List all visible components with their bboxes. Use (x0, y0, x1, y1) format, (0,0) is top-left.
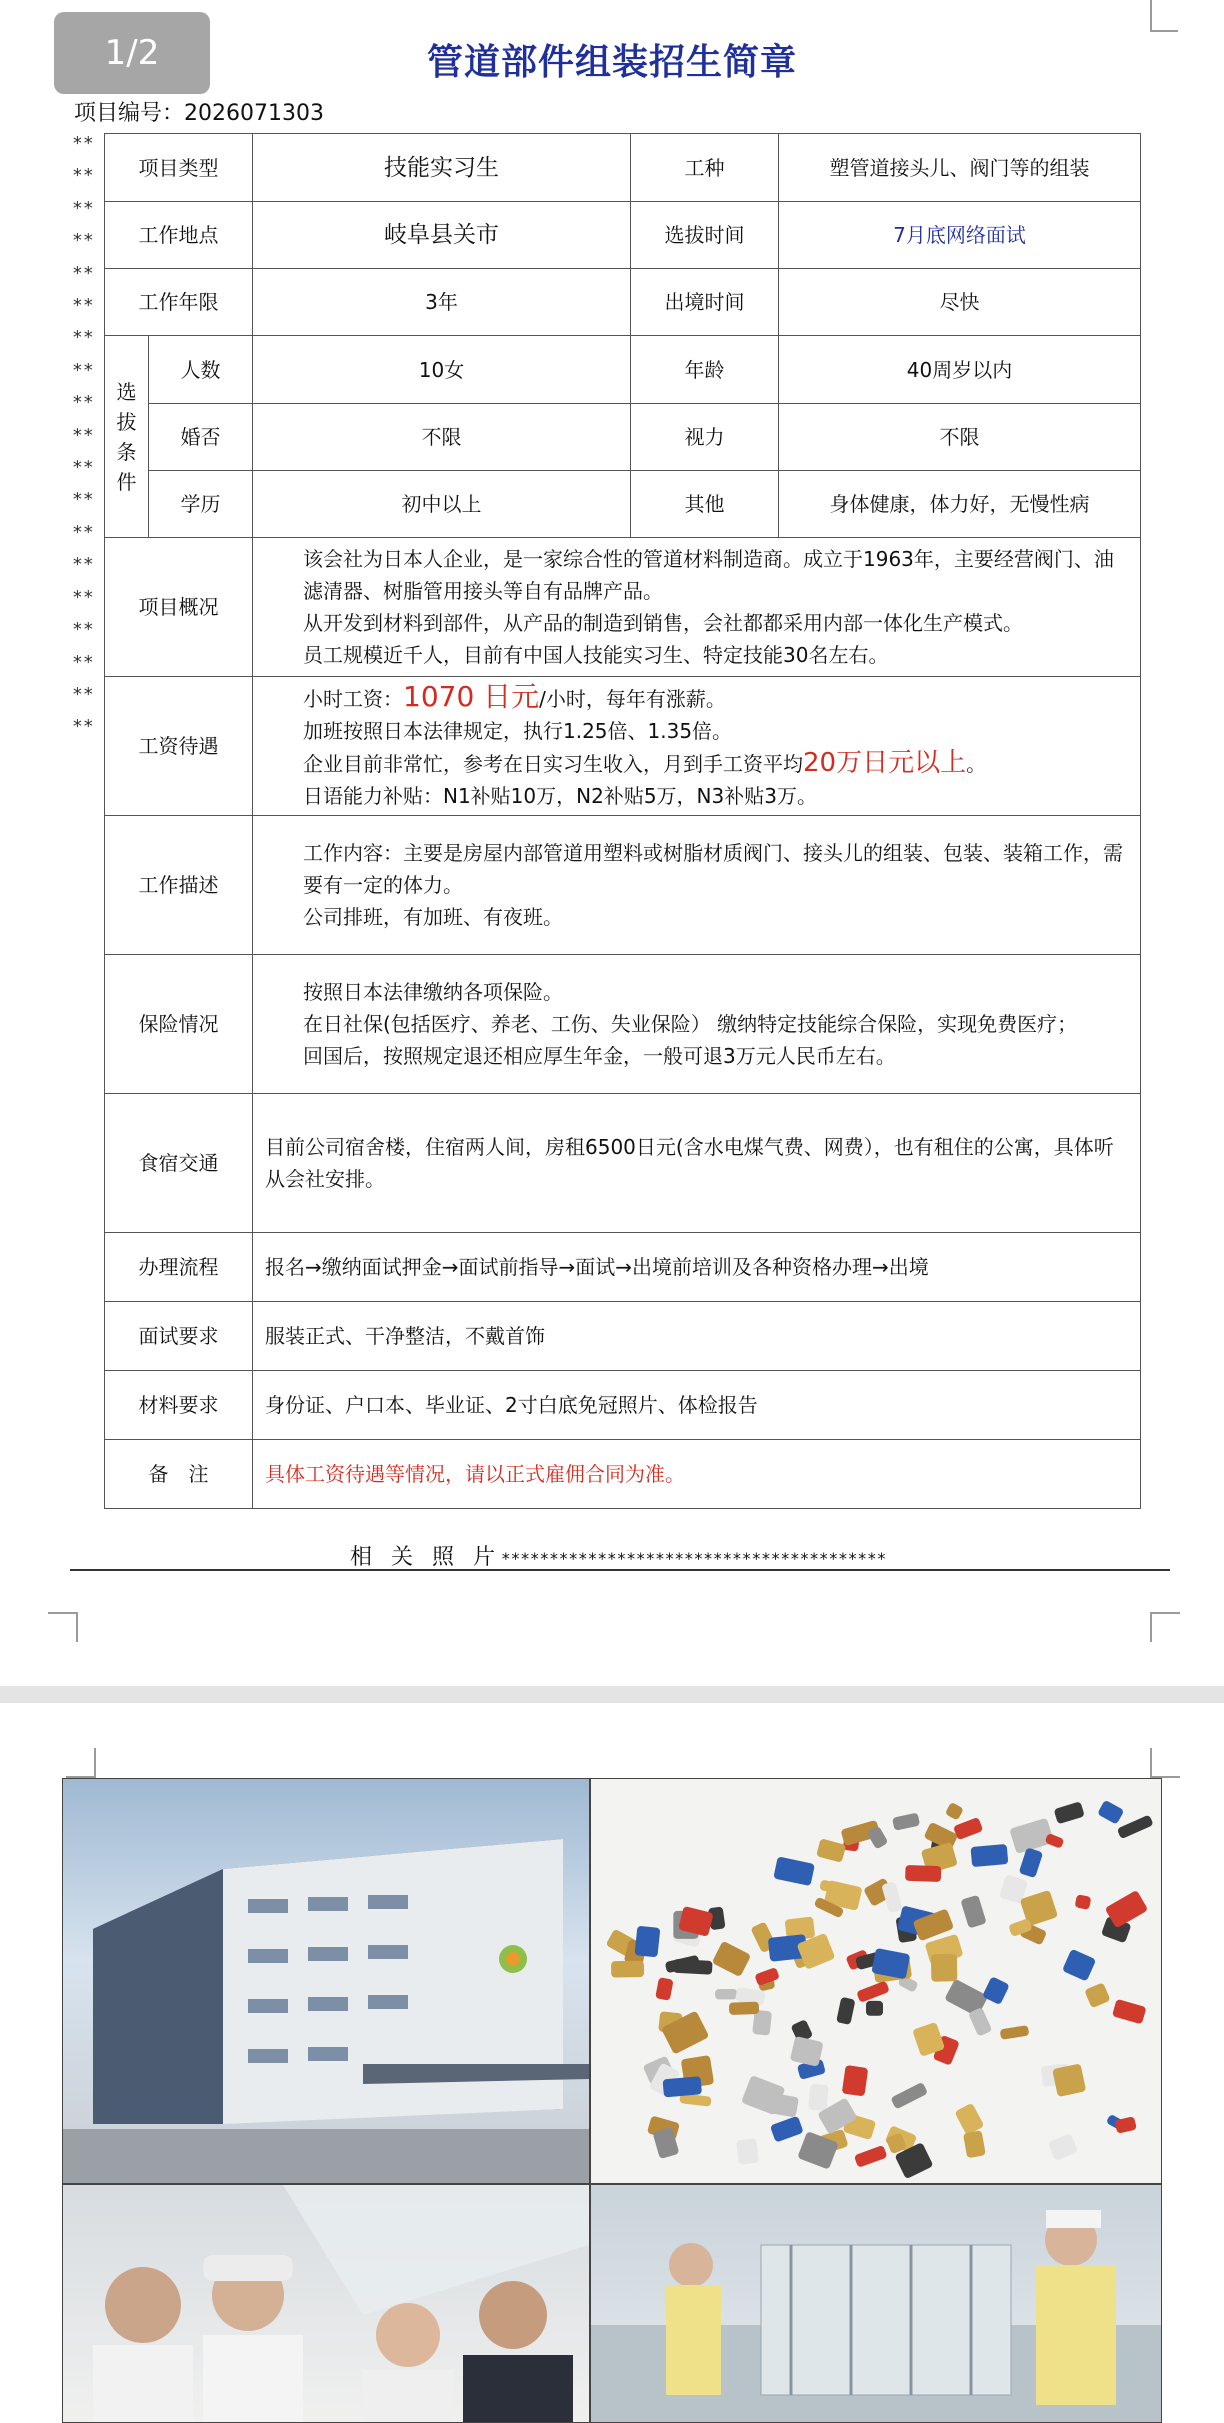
row-label: 备 注 (105, 1440, 253, 1509)
overview-line: 员工规模近千人，目前有中国人技能实习生、特定技能30名左右。 (303, 643, 889, 667)
table-row (105, 404, 1141, 471)
insurance-line: 按照日本法律缴纳各项保险。 (303, 980, 563, 1004)
fitting-shape (866, 2001, 883, 2016)
row-label: 面试要求 (105, 1302, 253, 1371)
fitting-shape (982, 1976, 1010, 2005)
star-marker: ** (72, 230, 94, 252)
salary-line (303, 747, 1128, 780)
table-row (105, 269, 1141, 336)
related-photos-label: 相 关 照 片 (350, 1545, 501, 1570)
fitting-shape (945, 1802, 964, 1821)
page-indicator: 1/2 (54, 12, 210, 94)
row-value: 身份证、户口本、毕业证、2寸白底免冠照片、体检报告 (253, 1371, 1141, 1440)
salary-line (303, 681, 1128, 715)
row-value: 40周岁以内 (779, 336, 1141, 404)
row-value: 塑管道接头儿、阀门等的组装 (779, 134, 1141, 202)
star-marker: ** (72, 262, 94, 284)
job-desc-text (253, 816, 1141, 955)
corner-mark (1150, 0, 1178, 32)
fitting-shape (808, 2084, 829, 2111)
fitting-shape (1000, 2025, 1030, 2040)
fitting-shape (1052, 2063, 1086, 2097)
fitting-shape (773, 1856, 815, 1886)
row-value: 服装正式、干净整洁，不戴首饰 (253, 1302, 1141, 1371)
row-label: 视力 (631, 404, 779, 471)
selection-char: 拔 (116, 409, 137, 434)
row-value: 3年 (253, 269, 631, 336)
star-column (72, 128, 100, 744)
fitting-shape (856, 1980, 890, 2002)
related-photos-stars: **************************************** (500, 1549, 887, 1568)
row-value: 不限 (253, 404, 631, 471)
row-label: 其他 (631, 471, 779, 538)
info-table (104, 133, 1141, 1509)
project-number: 项目编号：2026071303 (74, 101, 324, 126)
fitting-shape (842, 2065, 869, 2096)
fitting-shape (854, 2145, 888, 2168)
remarks-value: 具体工资待遇等情况，请以正式雇佣合同为准。 (253, 1440, 1141, 1509)
salary-text-part: 。 (966, 751, 987, 776)
star-marker: ** (72, 457, 94, 479)
row-label: 食宿交通 (105, 1094, 253, 1233)
fitting-shape (890, 2082, 928, 2110)
row-value: 10女 (253, 336, 631, 404)
page-title: 管道部件组装招生简章 (426, 42, 797, 83)
fitting-shape (816, 1838, 846, 1863)
star-marker: ** (72, 651, 94, 673)
table-row (105, 1302, 1141, 1371)
star-marker: ** (72, 359, 94, 381)
table-row (105, 134, 1141, 202)
fitting-shape (1117, 1814, 1154, 1839)
star-marker: ** (72, 619, 94, 641)
star-marker: ** (72, 165, 94, 187)
row-value: 不限 (779, 404, 1141, 471)
star-marker: ** (72, 521, 94, 543)
row-label: 工作地点 (105, 202, 253, 269)
row-value: 技能实习生 (253, 134, 631, 202)
row-value: 尽快 (779, 269, 1141, 336)
fitting-shape (715, 1989, 737, 1999)
salary-line: 加班按照日本法律规定，执行1.25倍、1.35倍。 (303, 718, 733, 743)
row-label: 办理流程 (105, 1233, 253, 1302)
row-label: 工种 (631, 134, 779, 202)
table-row (105, 471, 1141, 538)
row-label: 材料要求 (105, 1371, 253, 1440)
page-separator (0, 1686, 1224, 1703)
salary-text (253, 677, 1141, 816)
selection-group-label (105, 336, 149, 538)
row-label: 保险情况 (105, 955, 253, 1094)
row-label: 工作描述 (105, 816, 253, 955)
row-value: 身体健康，体力好，无慢性病 (779, 471, 1141, 538)
related-photos-heading (350, 1540, 886, 1571)
corner-mark (1150, 1612, 1180, 1642)
fitting-shape (963, 2130, 986, 2158)
star-marker: ** (72, 489, 94, 511)
corner-mark (48, 1612, 78, 1642)
star-marker: ** (72, 683, 94, 705)
table-row (105, 1371, 1141, 1440)
production-line-photo (590, 2184, 1162, 2423)
table-row (105, 1094, 1141, 1233)
row-label: 出境时间 (631, 269, 779, 336)
row-label: 项目类型 (105, 134, 253, 202)
salary-line: 日语能力补贴：N1补贴10万，N2补贴5万，N3补贴3万。 (303, 783, 817, 808)
row-value: 初中以上 (253, 471, 631, 538)
fitting-shape (634, 1926, 660, 1958)
table-row (105, 1233, 1141, 1302)
star-marker: ** (72, 392, 94, 414)
selection-char: 选 (116, 379, 137, 404)
table-row (105, 677, 1141, 816)
star-marker: ** (72, 197, 94, 219)
corner-mark (66, 1748, 96, 1778)
hourly-wage-highlight: 1070 日元 (403, 679, 540, 713)
job-desc-line: 工作内容：主要是房屋内部管道用塑料或树脂材质阀门、接头儿的组装、包装、装箱工作，需要有一定的体力。 (303, 841, 1123, 897)
star-marker: ** (72, 327, 94, 349)
fitting-shape (1075, 1894, 1092, 1910)
factory-building-image (63, 1779, 589, 2183)
fitting-shape (790, 2036, 824, 2067)
fitting-shape (905, 1865, 941, 1882)
corner-mark (1150, 1748, 1180, 1778)
salary-text-part: 小时工资： (303, 686, 403, 711)
insurance-line: 回国后，按照规定退还相应厚生年金，一般可退3万元人民币左右。 (303, 1044, 896, 1068)
fitting-shape (1048, 2133, 1078, 2161)
row-label: 人数 (149, 336, 253, 404)
row-value: 目前公司宿舍楼，住宿两人间，房租6500日元(含水电煤气费、网费），也有租住的公寓，具体听从会社安排。 (253, 1094, 1141, 1233)
table-row (105, 202, 1141, 269)
pipe-fittings-photo (590, 1778, 1162, 2184)
overview-line: 从开发到材料到部件，从产品的制造到销售，会社都都采用内部一体化生产模式。 (303, 611, 1023, 635)
star-marker: ** (72, 554, 94, 576)
fitting-shape (931, 1954, 957, 1982)
row-label: 年龄 (631, 336, 779, 404)
fitting-shape (712, 1941, 752, 1977)
star-marker: ** (72, 586, 94, 608)
selection-char: 条 (116, 439, 137, 464)
staff-photo (62, 2184, 590, 2423)
pipe-fittings-image (591, 1779, 1161, 2183)
fitting-shape (663, 2076, 702, 2097)
star-marker: ** (72, 716, 94, 738)
fitting-shape (953, 1817, 983, 1840)
row-value: 岐阜县关市 (253, 202, 631, 269)
table-row (105, 336, 1141, 404)
monthly-wage-highlight: 20万日元以上 (803, 747, 967, 778)
star-marker: ** (72, 424, 94, 446)
salary-text-part: /小时，每年有涨薪。 (539, 686, 726, 711)
fitting-shape (770, 2116, 804, 2143)
table-row (105, 816, 1141, 955)
selection-char: 件 (116, 469, 137, 494)
fitting-shape (892, 1813, 920, 1831)
row-label: 婚否 (149, 404, 253, 471)
fitting-shape (960, 1895, 986, 1929)
job-desc-line: 公司排班，有加班、有夜班。 (303, 905, 563, 929)
overview-text (253, 538, 1141, 677)
fitting-shape (1054, 1801, 1085, 1824)
row-value: 7月底网络面试 (779, 202, 1141, 269)
table-row (105, 955, 1141, 1094)
row-label: 项目概况 (105, 538, 253, 677)
fitting-shape (1084, 1982, 1111, 2008)
table-row (105, 538, 1141, 677)
fitting-shape (736, 2138, 759, 2165)
row-label: 选拔时间 (631, 202, 779, 269)
fitting-shape (729, 2002, 759, 2015)
insurance-text (253, 955, 1141, 1094)
fitting-shape (1062, 1949, 1096, 1982)
production-line-image (591, 2185, 1161, 2422)
star-marker: ** (72, 133, 94, 154)
fitting-shape (611, 1961, 644, 1978)
fitting-shape (836, 1997, 855, 2025)
staff-image (63, 2185, 589, 2422)
insurance-line: 在日社保(包括医疗、养老、工伤、失业保险） 缴纳特定技能综合保险，实现免费医疗； (303, 1012, 1078, 1036)
overview-line: 该会社为日本人企业，是一家综合性的管道材料制造商。成立于1963年，主要经营阀门、油滤清器、树脂管用接头等自有品牌产品。 (303, 547, 1114, 603)
row-label: 学历 (149, 471, 253, 538)
star-marker: ** (72, 295, 94, 317)
fitting-shape (1112, 1999, 1147, 2025)
fitting-shape (655, 1977, 674, 2001)
factory-building-photo (62, 1778, 590, 2184)
divider (70, 1569, 1170, 1571)
row-label: 工资待遇 (105, 677, 253, 816)
row-label: 工作年限 (105, 269, 253, 336)
fitting-shape (1097, 1800, 1124, 1825)
row-value: 报名→缴纳面试押金→面试前指导→面试→出境前培训及各种资格办理→出境 (253, 1233, 1141, 1302)
fitting-shape (970, 1844, 1008, 1867)
fitting-shape (770, 2093, 799, 2118)
table-row (105, 1440, 1141, 1509)
salary-text-part: 企业目前非常忙，参考在日实习生收入，月到手工资平均 (303, 751, 803, 776)
fitting-shape (954, 2103, 984, 2136)
